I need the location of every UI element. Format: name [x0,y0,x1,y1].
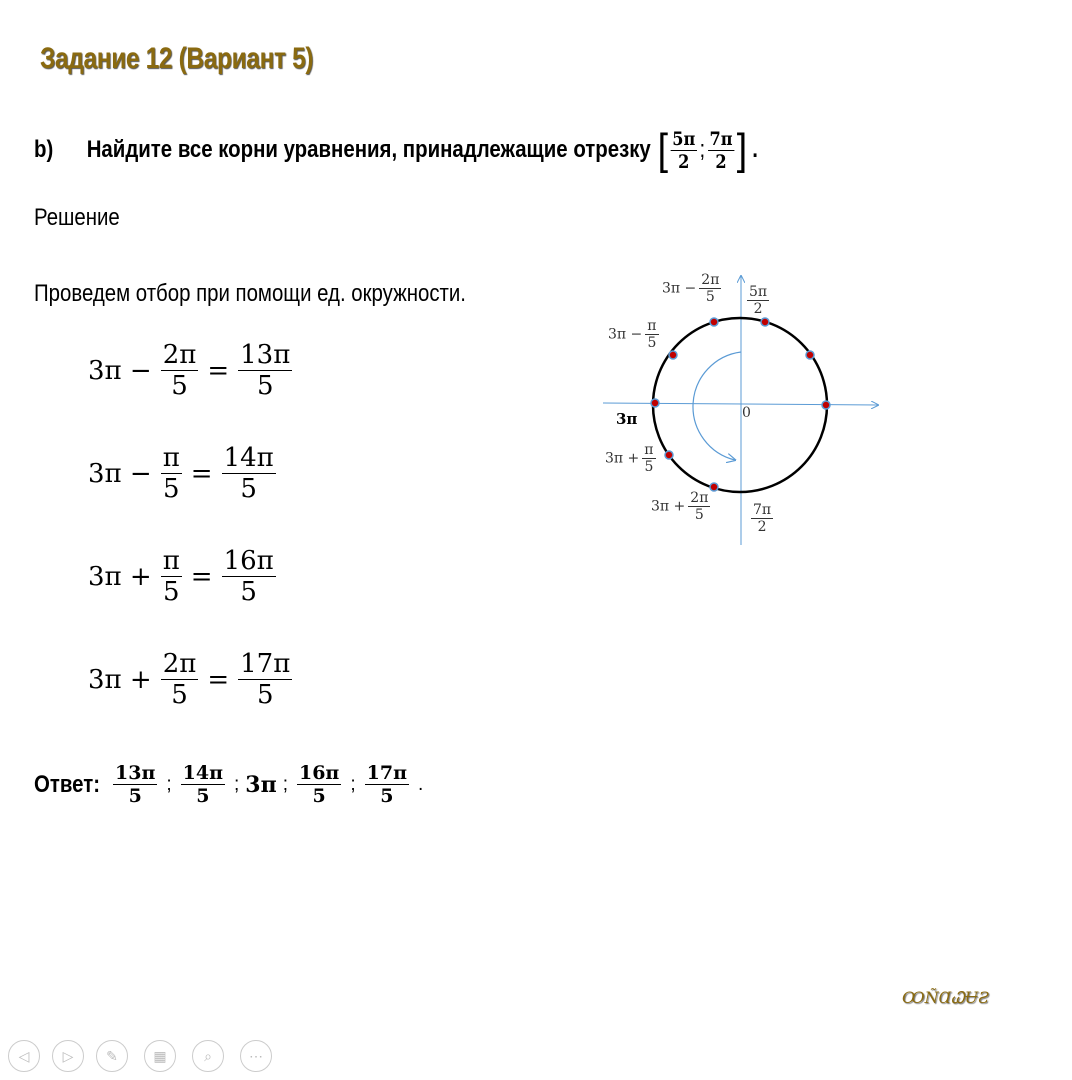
answer-item: $\frac{14\pi}{5}$ [182,762,223,807]
next-icon[interactable]: ▷ [52,1040,84,1072]
circle-point [822,401,830,409]
page-title: Задание 12 (Вариант 5) [40,42,314,75]
circle-point [710,318,718,326]
circle-point [651,399,659,407]
answer-item: $\frac{17\pi}{5}$ [366,762,407,807]
answer-item: $\frac{16\pi}{5}$ [298,762,340,807]
circle-point [761,318,769,326]
label-3pi: 3π [616,410,638,428]
equation-row: 3π + $\frac{2\pi}{5}$ = $\frac{17\pi}{5}$ [88,649,291,710]
task-label: b) [34,136,54,163]
task-statement: b) Найдите все корни уравнения, принадлежащие отрезку [ $\frac{5\pi}{2}$ ; $\frac{7\pi}{2}$ ] . [34,125,758,174]
answer-item: $\frac{13\pi}{5}$ [115,762,156,807]
task-text: Найдите все корни уравнения, принадлежащие отрезку [86,136,651,163]
more-icon[interactable]: ⋯ [240,1040,272,1072]
unit-circle [653,318,827,492]
equation-row: 3π − $\frac{\pi}{5}$ = $\frac{14\pi}{5}$ [88,443,274,504]
solution-label: Решение [34,204,120,231]
circle-point [669,351,677,359]
pen-icon[interactable]: ✎ [96,1040,128,1072]
direction-arrow [693,352,741,460]
answer-item: 3π [245,771,277,798]
slides-icon[interactable]: ▦ [144,1040,176,1072]
equation-row: 3π − $\frac{2\pi}{5}$ = $\frac{13\pi}{5}$ [88,340,291,401]
prev-icon[interactable]: ◁ [8,1040,40,1072]
answer-label: Ответ: [34,770,100,798]
circle-point [806,351,814,359]
origin-label: 0 [742,405,751,421]
zoom-icon[interactable]: ⌕ [192,1040,224,1072]
answer: Ответ: $\frac{13\pi}{5}$ ; $\frac{14\pi}{5}$ ; 3π ; $\frac{16\pi}{5}$ ; $\frac{17\pi}{5}$ . [34,762,424,807]
circle-point [665,451,673,459]
equation-row: 3π + $\frac{\pi}{5}$ = $\frac{16\pi}{5}$ [88,546,274,607]
watermark-logo: ꝎÑⱭᏇɄƧ [902,988,990,1007]
method-text: Проведем отбор при помощи ед. окружности. [34,280,466,307]
